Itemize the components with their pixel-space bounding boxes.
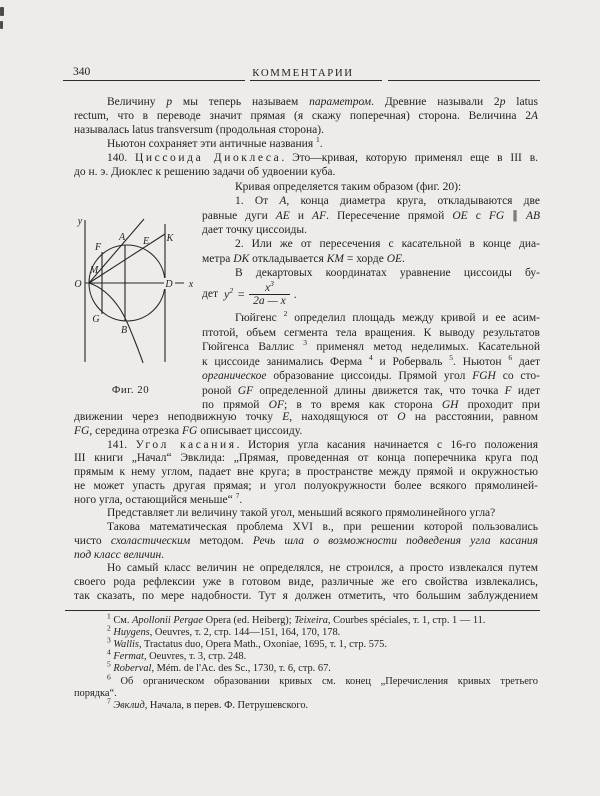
figure-caption: Фиг. 20 [111,384,150,396]
footnote-rule [65,610,540,611]
text-line: под класс величин. [74,548,165,561]
scan-artifact [0,7,4,16]
text-line: роной GF определенной длины движется так, что точка F идет [202,384,541,397]
text-line: 140. Циссоида Диоклеса. Это—кривая, которую применял еще в III в. [107,151,538,164]
text-line: $^6$ Об органическом образовании кривых см. конец „Перечисления кривых третьего [107,672,538,687]
text-line: $^2$ Huygens, Oeuvres, т. 2, стр. 144—151, 164, 170, 178. [107,623,341,639]
cissoid-equation [202,279,297,309]
running-head: КОММЕНТАРИИ [252,67,354,79]
page-number: 340 [73,66,91,78]
text-line: $^1$ См. Apollonii Pergae Opera (ed. Heiberg); Teixeira, Courbes spéciales, т. 1, стр. 1 — 11. [107,611,486,626]
scan-artifact [0,21,3,29]
figure-label-K: K [166,233,174,244]
text-line: порядка“. [74,687,117,699]
text-line: по прямой OF; в то время как сторона GH проходит при [202,399,540,411]
text-line: Гюйгенс $^2$ определил площадь между кривой и ее асим- [235,309,540,324]
header-rule [388,80,540,81]
text-line: Но самый класс величин не определялся, не строился, а просто извлекался путем [107,562,538,575]
equation-denominator: 2a — x [253,294,286,307]
text-line: так сказать, по мере надобности. Тут я должен отметить, что большим заблуждением [74,589,538,602]
text-line: $^4$ Fermat, Oeuvres, т. 3, стр. 248. [107,647,247,663]
text-line: к циссоиде занимались Ферма $^4$ и Роберваль $^5$. Ньютон $^6$ дает [202,352,540,368]
figure-label-F: F [94,242,102,253]
figure-label-y: y [77,216,83,227]
text-line: Такова математическая проблема XVI в., при решении которой пользовались [107,521,538,533]
equation-lhs: $y^2$ [223,285,234,301]
text-line: чисто схоластическим методом. Речь шла о возможности подведения угла касания [74,534,538,547]
text-line: птотой, объем сегмента тела вращения. К выводу результатов [202,326,540,339]
text-line: $^7$ Эвклид, Начала, в перев. Ф. Петрушевского. [107,696,309,711]
equation-equals: = [237,286,246,301]
equation-fraction [249,278,290,307]
text-line: III книги „Начал“ Эвклида: „Прямая, проведенная от конца поперечника круга под [74,452,538,465]
text-line: дает точку циссоиды. [202,223,307,236]
text-line: 141. Угол касания. История угла касания начинается с 16-го положения [107,438,538,451]
figure-column-text-upper [202,181,540,281]
figure-label-E: E [142,236,150,247]
footnotes [74,611,538,715]
equation-period: . [293,286,297,301]
header-rule [250,80,382,81]
figure-label-M: M [89,265,99,276]
text-line: называлась latus transversum (продольная сторона). [74,123,324,136]
figure-label-G: G [92,314,100,325]
text-line: FG, середина отрезка FG описывает циссоиду. [74,424,303,437]
text-line: своего рода рефлексии уже в готовом виде, различные же его свойства извлекались, [74,576,538,588]
text-line: равные дуги AE и AF. Пересечение прямой OE с FG ∥ AB [202,209,541,222]
text-line: $^5$ Roberval, Mém. de l'Ac. des Sc., 1730, т. 6, стр. 67. [107,659,331,675]
text-line: 1. От A, конца диаметра круга, откладываются две [235,195,540,208]
figure-label-D: D [165,279,173,290]
equation-prefix: дет [202,288,218,300]
main-text-lower [74,411,538,607]
text-line: 2. Или же от пересечения с касательной в конце диа- [235,238,540,251]
text-line: прямым к нему углом, падает вне круга; в пространстве между прямой и окружностью [74,466,538,478]
figure-label-O: O [74,279,82,290]
text-line: ного угла, остающийся меньше“ $^7$. [74,490,243,506]
figure-label-A: A [118,232,126,243]
text-line: до н. э. Диоклес к решению задачи об удвоении куба. [74,165,336,178]
figure-label-x: x [188,279,194,290]
text-line: органическое образование циссоиды. Прямой угол FGH со сто- [202,370,540,382]
text-line: В декартовых координатах уравнение циссоиды бу- [235,266,540,279]
header-rule [63,80,245,81]
text-line: не может упасть другая прямая; и угол полуокружности более всякого прямолиней- [74,479,538,492]
figure-label-B: B [120,325,128,336]
text-line: Гюйгенса Валлис $^3$ применял метод неделимых. Касательной [202,338,540,353]
text-line: Величину p мы теперь называем параметром. Древние называли 2p latus [107,96,538,108]
text-line: Представляет ли величину такой угол, меньший всякого прямолинейного угла? [107,507,496,520]
text-line: Кривая определяется таким образом (фиг. 20): [235,181,462,193]
text-line: $^3$ Wallis, Tractatus duo, Opera Math., Oxoniae, 1695, т. 1, стр. 575. [107,635,387,651]
text-line: метра DK откладывается KM = хорде OE. [202,252,405,265]
equation-numerator: $x^3$ [249,282,290,295]
text-line: rectum, что в переводе значит прямая (я скажу поперечная) сторона. Величина 2A [74,109,538,122]
cissoid-figure [58,212,203,380]
text-line: движении через неподвижную точку E, находящуюся от O на расстоянии, равном [74,411,538,423]
figure-column-text-lower [202,309,541,414]
text-line: Ньютон сохраняет эти античные названия $^1$. [107,134,323,150]
intro-paragraphs [74,96,538,182]
